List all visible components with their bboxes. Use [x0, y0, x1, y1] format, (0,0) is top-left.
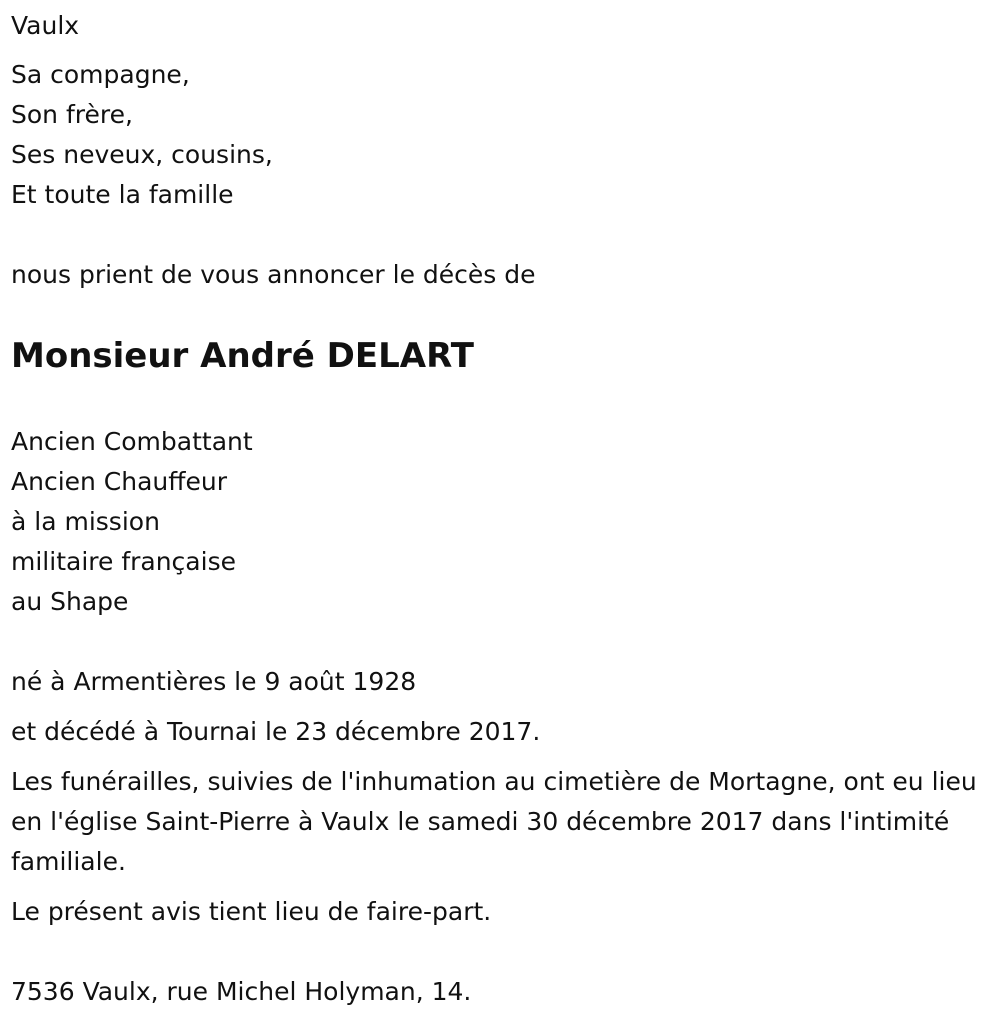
family-line-relatives: Ses neveux, cousins, [11, 140, 273, 169]
birth-info: né à Armentières le 9 août 1928 [11, 667, 417, 696]
family-line-brother: Son frère, [11, 100, 133, 129]
title-line-3: à la mission [11, 507, 160, 536]
announcement-text: nous prient de vous annoncer le décès de [11, 260, 536, 289]
title-line-4: militaire française [11, 547, 236, 576]
deceased-name: Monsieur André DELART [11, 336, 474, 376]
family-line-companion: Sa compagne, [11, 60, 190, 89]
notice-text: Le présent avis tient lieu de faire-part. [11, 897, 492, 926]
family-line-all: Et toute la famille [11, 180, 234, 209]
title-line-2: Ancien Chauffeur [11, 467, 228, 496]
title-line-5: au Shape [11, 587, 129, 616]
funeral-info: Les funérailles, suivies de l'inhumation au cimetière de Mortagne, ont eu lieu en l'église Saint-Pierre à Vaulx le samedi 30 décembre 2017 dans l'intimité familiale. [11, 767, 977, 876]
death-info: et décédé à Tournai le 23 décembre 2017. [11, 717, 541, 746]
title-line-1: Ancien Combattant [11, 427, 253, 456]
address: 7536 Vaulx, rue Michel Holyman, 14. [11, 977, 472, 1006]
location-heading: Vaulx [11, 11, 80, 40]
